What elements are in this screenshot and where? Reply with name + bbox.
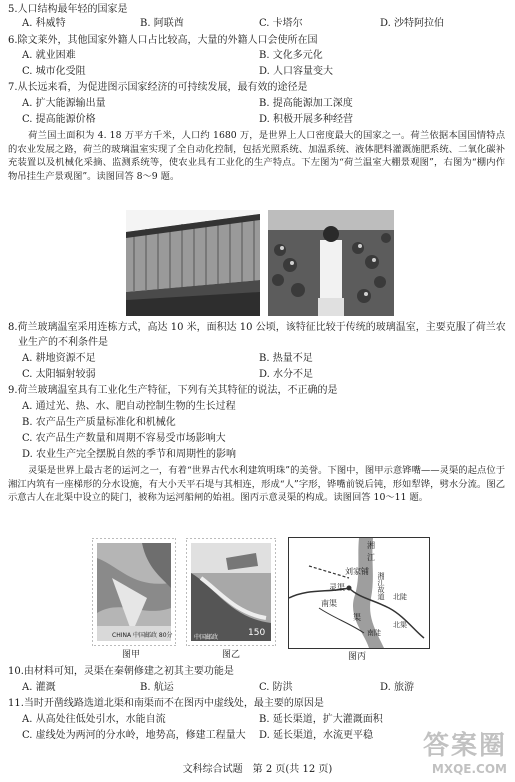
map-label-xiang: 湘 [367,541,375,550]
watermark-line2: MXQE.COM [431,762,507,776]
map-label-lijia: 刘家铺 [345,567,369,576]
q6-option-b: B. 文化多元化 [259,50,323,61]
map-label-xiangjiang: 湘江故道 [377,572,385,600]
q11-option-a: A. 从高处往低处引水，水能自流 [22,714,166,725]
question-7-stem: 7.从长远来看，为促进图示国家经济的可持续发展，最有效的途径是 [8,82,308,93]
question-8-stem-cont: 业生产的不利条件是 [18,337,108,348]
stamp-huazui [92,538,176,646]
caption-a: 图甲 [122,650,141,660]
q6-option-a: A. 就业困难 [22,50,76,61]
q11-option-d: D. 延长渠道，水流更平稳 [259,730,374,741]
question-9-stem: 9.荷兰玻璃温室具有工业化生产特征，下列有关其特征的说法，不正确的是 [8,385,338,396]
q7-option-a: A. 扩大能源输出量 [22,98,106,109]
q9-option-c: C. 农产品生产数量和周期不容易受市场影响大 [22,433,226,444]
greenhouse-photo [126,210,260,316]
stamp-doumen [186,538,276,646]
map-label-beiqu: 北渠 [393,621,407,629]
map-label-lingqu: 灵渠 [329,583,345,592]
map-label-beipo: 北陡 [393,593,407,601]
question-6-stem: 6.除文莱外，其他国家外籍人口占比较高，大量的外籍人口会使所在国 [8,35,318,46]
page-footer: 文科综合试题 第 2 页(共 12 页) [182,764,333,775]
q8-option-d: D. 水分不足 [259,369,314,380]
q9-option-b: B. 农产品生产质量标准化和机械化 [22,417,176,428]
map-label-nanpo: 南陡 [367,629,381,637]
map-label-qi: 渠 [353,613,361,622]
stamp-b-value: 150 [248,628,266,638]
stamp-b-label: 中国邮政 [194,634,219,641]
passage-lingqu [8,464,505,505]
q5-option-c: C. 卡塔尔 [259,18,303,29]
q11-option-c: C. 虚线处为两河的分水岭，地势高，修建工程量大 [22,730,246,741]
map-label-jiang: 江 [367,553,375,562]
q7-option-c: C. 提高能源价格 [22,114,96,125]
q11-option-b: B. 延长渠道，扩大灌溉面积 [259,714,383,725]
q8-option-c: C. 太阳辐射较弱 [22,369,96,380]
passage-netherlands [8,129,505,183]
q6-option-d: D. 人口容量变大 [259,66,334,77]
q5-option-d: D. 沙特阿拉伯 [380,18,445,29]
q7-option-b: B. 提高能源加工深度 [259,98,353,109]
q6-option-c: C. 城市化受阻 [22,66,86,77]
q7-option-d: D. 积极开展多种经营 [259,114,354,125]
watermark [423,725,507,776]
passage-lingqu-text: 灵渠是世界上最古老的运河之一，有着“世界古代水利建筑明珠”的美誉。下图中，图甲示意铧嘴——灵渠的起点位于湘江内筑有一座梯形的分水设施，有大小天平石堤与其相连，形成“人”字形，铧嘴前锐后钝，形如犁铧，劈水分流。图乙示意古人在北渠中设立的陡门，被称为运河船闸的始祖。图丙示意灵渠的构成。读图回答 10～11 题。 [8,465,505,504]
passage-netherlands-text: 荷兰国土面积为 4. 18 万平方千米，人口约 1680 万，是世界上人口密度最大的国家之一。荷兰依据本国国情特点的农业发展之路，荷兰的玻璃温室实现了全自动化控制，包括光照系统、加温系统、液体肥料灌溉施肥系统、二氧化碳补充装置以及机械化采摘、监测系统等，使农业具有工业化的生产特点。下左图为“荷兰温室大棚景观图”，右图为“棚内作物吊挂生产景观图”。读图回答 8～9 题。 [8,130,505,182]
q9-option-d: D. 农业生产完全摆脱自然的季节和周期性的影响 [22,449,237,460]
q10-option-b: B. 航运 [140,682,174,693]
q9-option-a: A. 通过光、热、水、肥自动控制生物的生长过程 [22,401,236,412]
question-5-stem: 5.人口结构最年轻的国家是 [8,4,128,15]
q5-option-b: B. 阿联酋 [140,18,184,29]
caption-c: 图丙 [348,652,367,662]
watermark-line1: 答案圈 [422,731,507,761]
q10-option-c: C. 防洪 [259,682,293,693]
tomato-crop-photo [268,210,394,316]
q5-option-a: A. 科威特 [22,18,66,29]
question-10-stem: 10.由材料可知，灵渠在秦朝修建之初其主要功能是 [8,666,234,677]
caption-b: 图乙 [222,650,241,660]
lingqu-map [288,537,430,649]
q8-option-b: B. 热量不足 [259,353,313,364]
question-8-stem: 8.荷兰玻璃温室采用连栋方式，高达 10 米，面积达 10 公顷，该特征比较于传统的玻璃温室，主要克服了荷兰农 [8,322,506,333]
q8-option-a: A. 耕地资源不足 [22,353,96,364]
q10-option-d: D. 旅游 [380,682,415,693]
stamp-a-label: CHINA 中国邮政 80分 [112,632,173,639]
question-11-stem: 11.当时开凿线路选道北渠和南渠而不在图丙中虚线处，最主要的原因是 [8,698,324,709]
q10-option-a: A. 灌溉 [22,682,56,693]
map-label-nanqu: 南渠 [321,599,337,608]
